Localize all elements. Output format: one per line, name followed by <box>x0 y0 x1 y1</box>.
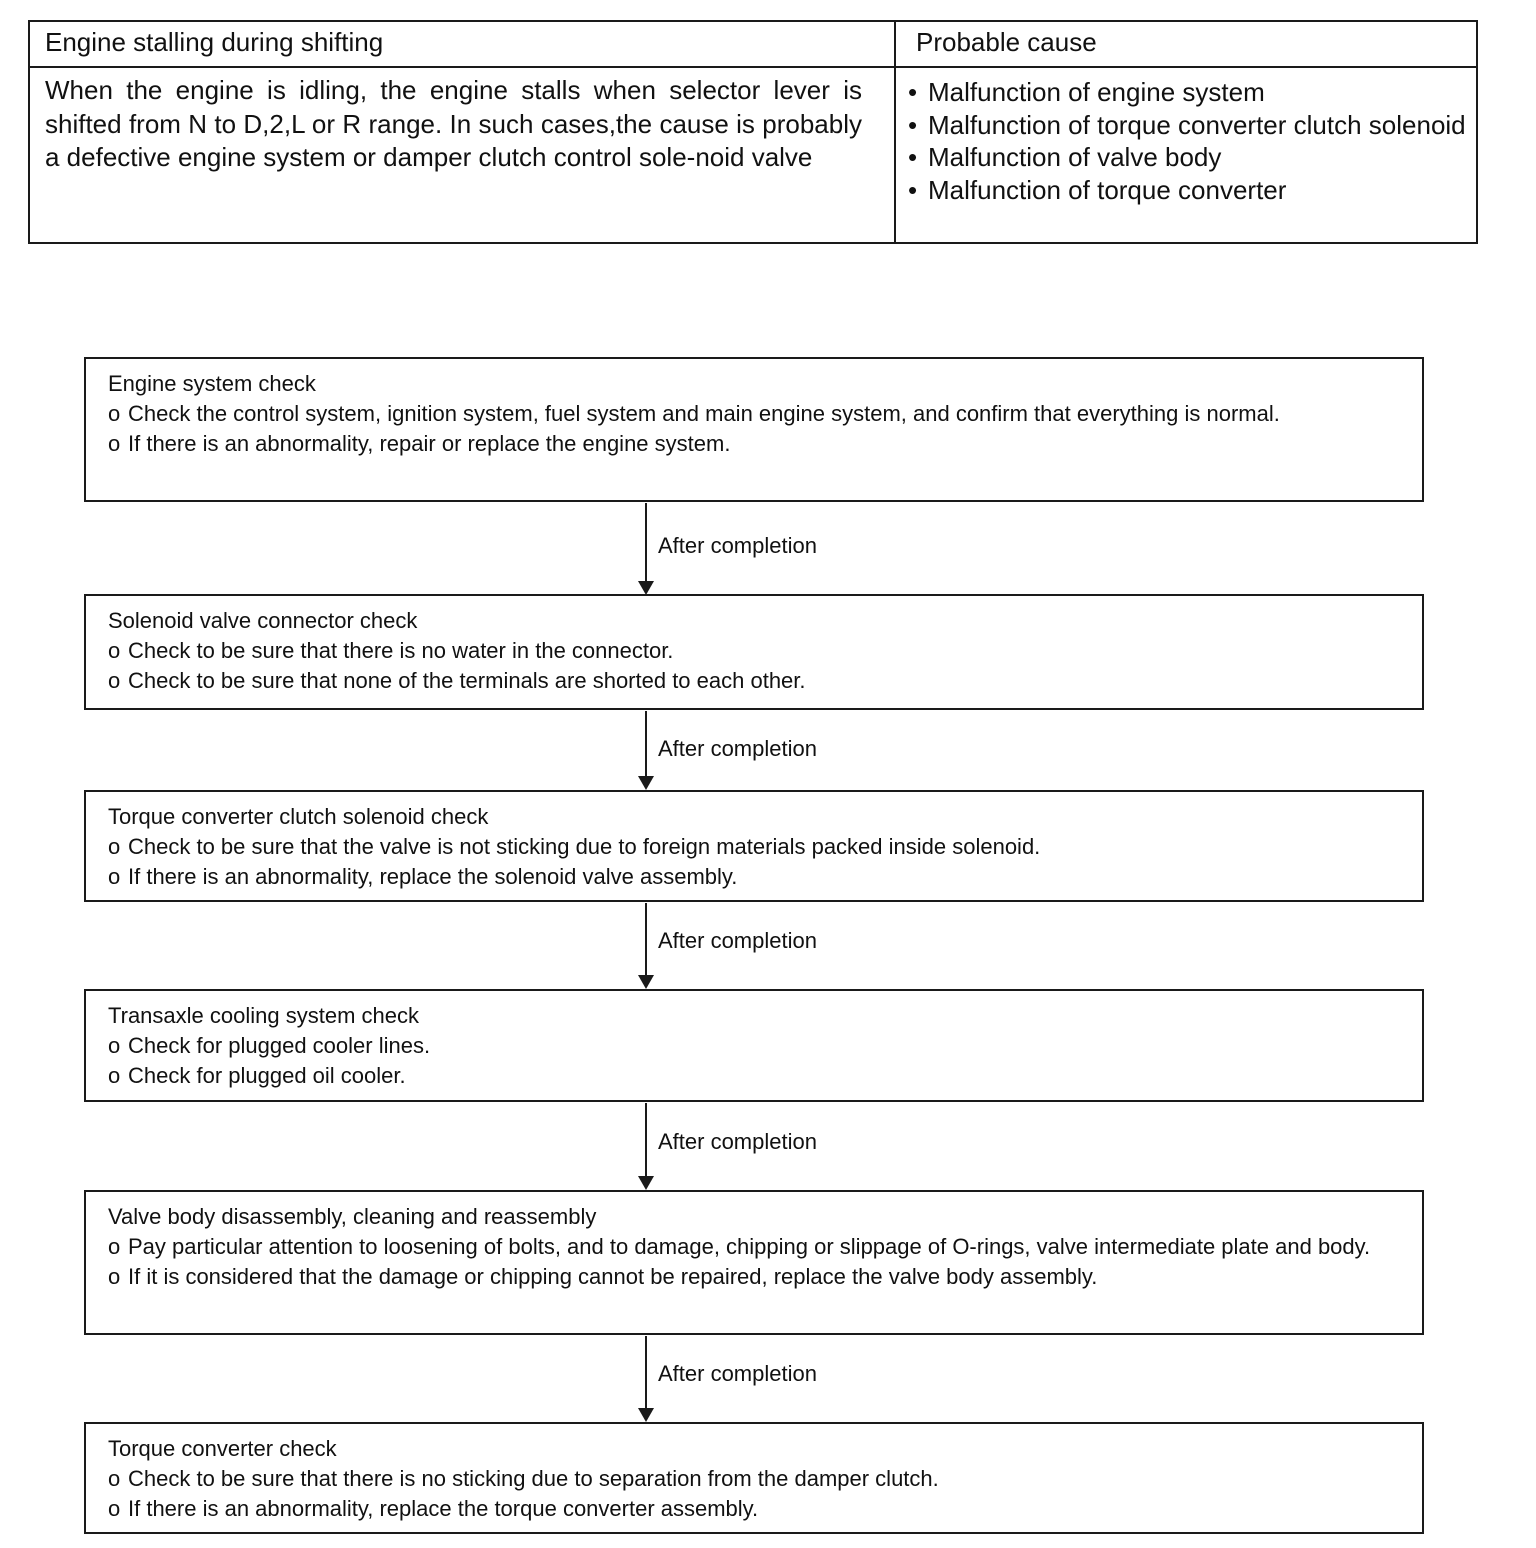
step-title: Solenoid valve connector check <box>108 608 418 633</box>
bullet-marker: o <box>108 1466 121 1491</box>
step-item-text: If there is an abnormality, repair or replace the engine system. <box>128 431 731 456</box>
step-title: Transaxle cooling system check <box>108 1003 419 1028</box>
probable-cause-heading: Probable cause <box>896 22 1476 68</box>
probable-cause-column <box>896 22 1476 242</box>
step-item <box>108 1061 1400 1091</box>
step-item-text: Check to be sure that there is no water in the connector. <box>128 638 674 663</box>
symptom-description: When the engine is idling, the engine stalls when selector lever is shifted from N to D,2,L or R range. In such cases,the cause is probably a defective engine system or damper clutch control sole-noid valve <box>45 75 862 172</box>
connector-label: After completion <box>658 1361 817 1386</box>
connector-label: After completion <box>658 736 817 761</box>
step-item <box>108 832 1400 862</box>
bullet-marker: o <box>108 1234 121 1259</box>
arrow-down-icon <box>638 711 654 790</box>
step-torque-converter-check <box>84 1422 1424 1534</box>
step-item <box>108 666 1400 696</box>
bullet-marker: o <box>108 1033 121 1058</box>
step-item-text: If there is an abnormality, replace the solenoid valve assembly. <box>128 864 738 889</box>
step-item-text: Check to be sure that there is no sticking due to separation from the damper clutch. <box>128 1466 939 1491</box>
step-item <box>108 1494 1400 1524</box>
bullet-marker: o <box>108 1496 121 1521</box>
bullet-marker: o <box>108 864 121 889</box>
step-item <box>108 862 1400 892</box>
step-item <box>108 1031 1400 1061</box>
step-engine-system-check <box>84 357 1424 502</box>
arrow-down-icon <box>638 903 654 989</box>
symptom-column <box>30 22 896 242</box>
arrow-down-icon <box>638 1336 654 1422</box>
bullet-marker: o <box>108 638 121 663</box>
connector-label: After completion <box>658 533 817 558</box>
connector-label: After completion <box>658 928 817 953</box>
bullet-marker: o <box>108 1063 121 1088</box>
step-item-text: Check to be sure that none of the terminals are shorted to each other. <box>128 668 806 693</box>
cause-item: • Malfunction of valve body <box>908 141 1466 174</box>
step-title: Torque converter check <box>108 1436 337 1461</box>
step-item <box>108 429 1400 459</box>
cause-item: • Malfunction of torque converter clutch solenoid <box>908 109 1466 142</box>
step-item-text: Check for plugged oil cooler. <box>128 1063 406 1088</box>
bullet-marker: o <box>108 834 121 859</box>
step-valve-body-disassembly <box>84 1190 1424 1335</box>
step-item-text: Check to be sure that the valve is not sticking due to foreign materials packed inside solenoid. <box>128 834 1041 859</box>
step-solenoid-valve-connector-check <box>84 594 1424 710</box>
probable-cause-list <box>896 68 1476 206</box>
arrow-down-icon <box>638 503 654 595</box>
step-title: Engine system check <box>108 371 316 396</box>
bullet-marker: o <box>108 401 121 426</box>
symptom-heading: Engine stalling during shifting <box>30 22 894 68</box>
connector-label: After completion <box>658 1129 817 1154</box>
arrow-down-icon <box>638 1103 654 1190</box>
step-item <box>108 1232 1400 1262</box>
cause-item: • Malfunction of engine system <box>908 76 1466 109</box>
step-item-text: Pay particular attention to loosening of bolts, and to damage, chipping or slippage of O-rings, valve intermediate plate and body. <box>128 1234 1371 1259</box>
step-torque-converter-clutch-solenoid-check <box>84 790 1424 902</box>
step-item <box>108 1464 1400 1494</box>
symptom-table <box>28 20 1478 244</box>
step-item <box>108 636 1400 666</box>
step-transaxle-cooling-system-check <box>84 989 1424 1102</box>
bullet-marker: o <box>108 431 121 456</box>
step-item-text: Check for plugged cooler lines. <box>128 1033 431 1058</box>
step-title: Valve body disassembly, cleaning and reassembly <box>108 1204 597 1229</box>
step-item-text: If there is an abnormality, replace the torque converter assembly. <box>128 1496 759 1521</box>
step-item <box>108 399 1400 429</box>
step-item-text: Check the control system, ignition system, fuel system and main engine system, and confirm that everything is normal. <box>128 401 1280 426</box>
step-item <box>108 1262 1400 1292</box>
step-title: Torque converter clutch solenoid check <box>108 804 489 829</box>
cause-item: • Malfunction of torque converter <box>908 174 1466 207</box>
bullet-marker: o <box>108 1264 121 1289</box>
bullet-marker: o <box>108 668 121 693</box>
step-item-text: If it is considered that the damage or chipping cannot be repaired, replace the valve body assembly. <box>128 1264 1098 1289</box>
